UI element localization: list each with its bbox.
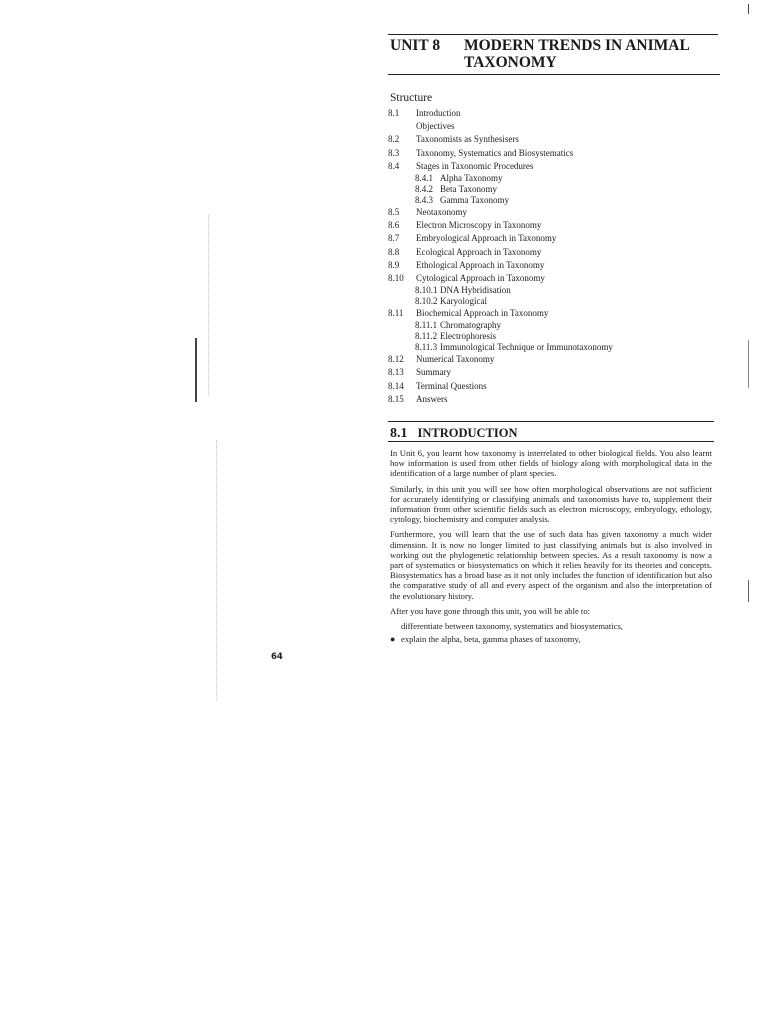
toc-label: Stages in Taxonomic Procedures: [416, 160, 534, 171]
objective-item: [390, 634, 712, 644]
toc-subitem: [388, 342, 718, 353]
toc-number: 8.7: [388, 233, 400, 244]
toc-number: 8.5: [388, 206, 400, 217]
scan-margin-line: [195, 338, 197, 402]
toc-subitem: [388, 173, 718, 184]
header-top-rule: [388, 34, 718, 35]
toc-label: Terminal Questions: [416, 380, 487, 391]
toc-label: Introduction: [416, 108, 461, 118]
toc-label: Immunological Technique or Immunotaxonomy: [440, 342, 613, 353]
toc-label: Gamma Taxonomy: [440, 194, 509, 205]
toc-label: Taxonomy, Systematics and Biosystematics: [416, 147, 574, 158]
toc-label: Embryological Approach in Taxonomy: [416, 233, 557, 244]
paragraph: Similarly, in this unit you will see how often morphological observations are not sufficient for accurately identifying or classifying animals and taxonomists have to, supplement their information from other scientific fields such as electron microscopy, embryology, ethology, cytology, biochemistry and computer analysis.: [390, 483, 712, 525]
toc-number: 8.11: [388, 308, 404, 319]
objective-text: differentiate between taxonomy, systematics and biosystematics,: [401, 621, 623, 632]
toc-number: 8.6: [388, 220, 400, 231]
section-body: [390, 448, 712, 647]
toc-number: 8.2: [388, 134, 400, 145]
toc-label: Taxonomists as Synthesisers: [416, 134, 519, 145]
toc-item: [388, 393, 718, 406]
section-top-rule: [388, 421, 714, 422]
structure-heading: Structure: [390, 92, 433, 104]
paragraph: In Unit 6, you learnt how taxonomy is interrelated to other biological fields. You also learnt how information is used from other fields of biology along with morphological data in the identification of a large number of plant species.: [390, 448, 712, 479]
page-number: 64: [271, 652, 283, 662]
toc-number: 8.10.1: [415, 285, 438, 296]
toc-subitem: [388, 320, 718, 331]
toc-number: 8.9: [388, 259, 400, 270]
toc-number: 8.4: [388, 160, 400, 171]
toc-label: Chromatography: [440, 320, 501, 331]
toc-label: Karyological: [440, 296, 487, 307]
unit-label: UNIT 8: [390, 37, 441, 54]
toc-label: Numerical Taxonomy: [416, 354, 495, 365]
toc-item: [388, 219, 718, 232]
section-bottom-rule: [388, 441, 714, 442]
toc-item: [388, 232, 718, 245]
toc-number: 8.14: [388, 380, 404, 391]
toc-number: 8.1: [388, 108, 400, 118]
toc-item: [388, 307, 718, 320]
toc-subitem: [388, 195, 718, 206]
bullet-icon: ●: [390, 634, 396, 645]
toc-label: Answers: [416, 393, 448, 404]
toc-item: [388, 133, 718, 146]
toc-number: 8.11.3: [415, 342, 438, 353]
toc-label: Beta Taxonomy: [440, 183, 497, 194]
scan-noise: [208, 215, 209, 395]
scan-noise: [216, 440, 217, 700]
toc-number: 8.4.2: [415, 183, 433, 194]
toc-subitem: [388, 184, 718, 195]
toc-number: 8.12: [388, 354, 404, 365]
toc-label: Biochemical Approach in Taxonomy: [416, 308, 549, 319]
toc-item: [388, 353, 718, 366]
header-bottom-rule: [388, 74, 720, 75]
toc-label: Neotaxonomy: [416, 206, 467, 217]
toc-subitem: [388, 331, 718, 342]
toc-number: 8.15: [388, 393, 404, 404]
section-number: 8.1: [390, 426, 408, 441]
toc-label: Ecological Approach in Taxonomy: [416, 246, 542, 257]
section-heading: [390, 425, 518, 442]
toc-item: [388, 120, 718, 133]
toc-item: [388, 246, 718, 259]
toc-label: Summary: [416, 367, 451, 378]
toc-item: [388, 107, 718, 120]
toc-number: 8.13: [388, 367, 404, 378]
toc-label: DNA Hybridisation: [440, 285, 511, 296]
toc-label: Electrophoresis: [440, 331, 496, 342]
scan-right-mark: [748, 340, 749, 388]
toc-number: 8.11.1: [415, 320, 438, 331]
section-title: INTRODUCTION: [417, 426, 518, 440]
toc-number: 8.3: [388, 147, 400, 158]
paragraph: After you have gone through this unit, you will be able to:: [390, 605, 591, 616]
scan-right-mark: [748, 4, 749, 14]
toc-number: 8.4.1: [415, 172, 433, 183]
unit-title: MODERN TRENDS IN ANIMAL TAXONOMY: [464, 37, 689, 71]
toc-number: 8.10.2: [415, 296, 438, 307]
paragraph: Furthermore, you will learn that the use of such data has given taxonomy a much wider dimension. It is now no longer limited to just classifying animals but is also involved in working out the phylogenetic relationship between species. As a result taxonomy is now a part of systematics or biosystematics on which it relies heavily for its theories and concepts. Biosystematics has a broad base as it not only includes the function of identification but also the comparative study of all and every aspect of the organism and also the interpretation of the evolutionary history.: [390, 529, 712, 601]
toc-label: Alpha Taxonomy: [440, 172, 503, 183]
toc-item: [388, 160, 718, 173]
toc-number: 8.4.3: [415, 194, 433, 205]
toc-item: [388, 147, 718, 160]
toc-label: Electron Microscopy in Taxonomy: [416, 220, 542, 231]
toc-subitem: [388, 296, 718, 307]
toc-item: [388, 206, 718, 219]
toc-item: [388, 380, 718, 393]
toc-number: 8.8: [388, 246, 400, 257]
toc-number: 8.11.2: [415, 331, 438, 342]
scan-right-mark: [748, 580, 749, 602]
toc-item: [388, 272, 718, 285]
toc-item: [388, 366, 718, 379]
toc-label: Ethological Approach in Taxonomy: [416, 259, 545, 270]
table-of-contents: [388, 107, 718, 406]
toc-number: 8.10: [388, 272, 404, 283]
toc-item: [388, 259, 718, 272]
toc-label: Objectives: [416, 121, 455, 132]
toc-subitem: [388, 285, 718, 296]
toc-label: Cytological Approach in Taxonomy: [416, 272, 545, 283]
objective-item: [390, 621, 712, 631]
objective-text: explain the alpha, beta, gamma phases of taxonomy,: [401, 634, 581, 645]
objectives-list: [390, 621, 712, 644]
